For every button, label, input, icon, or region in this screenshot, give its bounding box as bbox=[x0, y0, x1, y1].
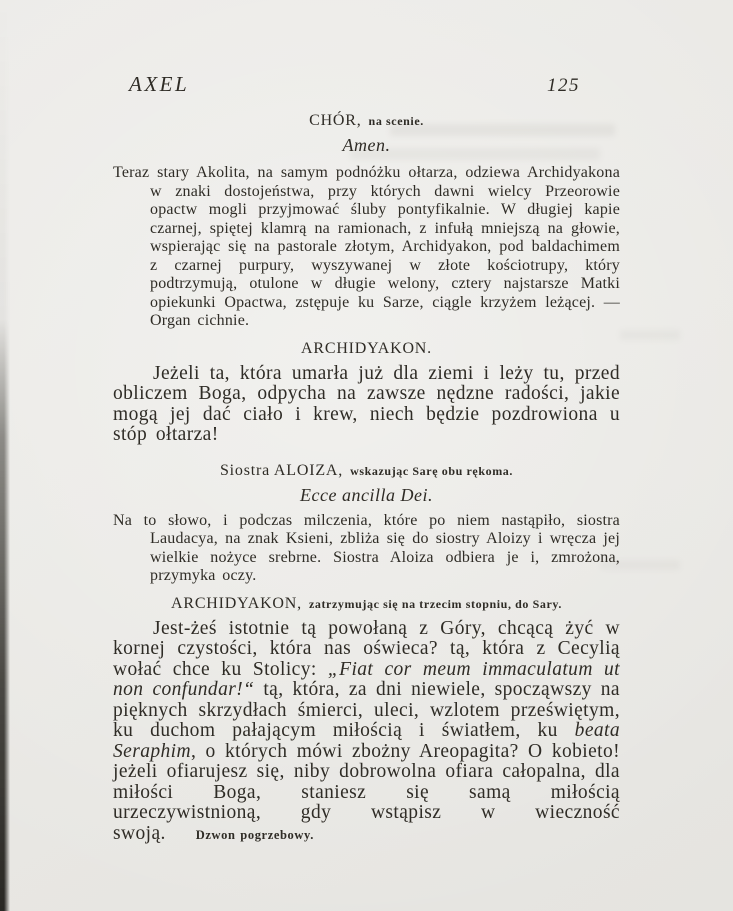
page-gutter-shadow bbox=[0, 0, 10, 911]
chor-sung-line: Amen. bbox=[342, 135, 391, 155]
aloiza-latin-line: Ecce ancilla Dei. bbox=[300, 484, 433, 505]
book-title: AXEL bbox=[129, 72, 190, 96]
speech-text-segment: Jest-żeś istotnie tą powołaną z Góry, chcącą żyć w kornej czystości, która nas oświeca? tą, która z Cecylią wołać chce ku Stolicy: bbox=[113, 617, 620, 680]
show-through-artifact bbox=[620, 330, 680, 340]
stage-direction-paragraph-1: Teraz stary Akolita, na samym podnóżku ołtarza, odziewa Archidyakona w znaki dostojeństwa, przy których dawni wielcy Przeorowie opactw mogli przyjmować śluby pontyfikalnie. W długiej kapie czarnej, spiętej klamrą na ramionach, z infułą mniejszą na głowie, wspierając się na pastorale złotym, Archidyakon, pod baldachimem z czarnej purpury, wyszywanej w złote kościotrupy, który podtrzymują, otulone w długie welony, cztery najstarsze Matki opiekunki Opactwa, zstępuje ku Sarze, ciągle krzyżem leżącej. — Organ cichnie. bbox=[113, 164, 620, 329]
stage-direction-inline-archidyakon-2: zatrzymując się na trzecim stopniu, do Sary. bbox=[308, 596, 562, 611]
speaker-name-archidyakon-2: ARCHIDYAKON, bbox=[171, 594, 302, 612]
speech-text-segment: tą, która, za dni niewiele, spocząwszy na pięknych skrzydłach śmierci, uleci, wzlotem przeświętym, ku duchom pałającym miłością i światłem, ku bbox=[113, 679, 620, 741]
running-head bbox=[113, 72, 620, 97]
speech-heading-aloiza bbox=[113, 462, 620, 480]
stage-direction-inline-chor: na scenie. bbox=[368, 114, 424, 128]
speaker-name-chor: CHÓR, bbox=[309, 112, 362, 129]
archidyakon-speech-1: Jeżeli ta, która umarła już dla ziemi i leży tu, przed obliczem Boga, odpycha na zawsze nędzne radości, jakie mogą jej dać ciało i krew, niech będzie pozdrowiona u stóp ołtarza! bbox=[113, 362, 620, 445]
archidyakon-speech-2 bbox=[113, 619, 620, 846]
latin-quote-segment: „Fiat cor meum immaculatum ut non confundar!“ bbox=[113, 658, 620, 700]
closing-stage-direction: Dzwon pogrzebowy. bbox=[195, 827, 314, 842]
latin-term-segment: beata Seraphim bbox=[113, 720, 620, 762]
speech-text-segment: , o których mówi zbożny Areopagita? O kobieto! jeżeli ofiarujesz się, niby dobrowolna ofiara całopalna, dla miłości Boga, staniesz się samą miłością urzeczywistnioną, gdy wstąpisz w wieczność swoją. bbox=[113, 740, 620, 844]
stage-direction-paragraph-2: Na to słowo, i podczas milczenia, które po niem nastąpiło, siostra Laudacya, na znak Ksieni, zbliża się do siostry Aloizy i wręcza jej wielkie nożyce srebrne. Siostra Aloiza odbiera je i, zmrożona, przymyka oczy. bbox=[113, 511, 620, 584]
speaker-name-archidyakon-1: ARCHIDYAKON. bbox=[301, 339, 432, 357]
speaker-name-aloiza: Siostra ALOIZA, bbox=[219, 461, 344, 479]
speech-heading-archidyakon-2 bbox=[113, 595, 620, 613]
page-number: 125 bbox=[547, 75, 580, 96]
speech-heading-archidyakon-1 bbox=[113, 340, 620, 358]
page-body bbox=[113, 112, 620, 845]
speech-heading-chor bbox=[113, 112, 620, 130]
stage-direction-inline-aloiza: wskazując Sarę obu rękoma. bbox=[350, 463, 514, 478]
